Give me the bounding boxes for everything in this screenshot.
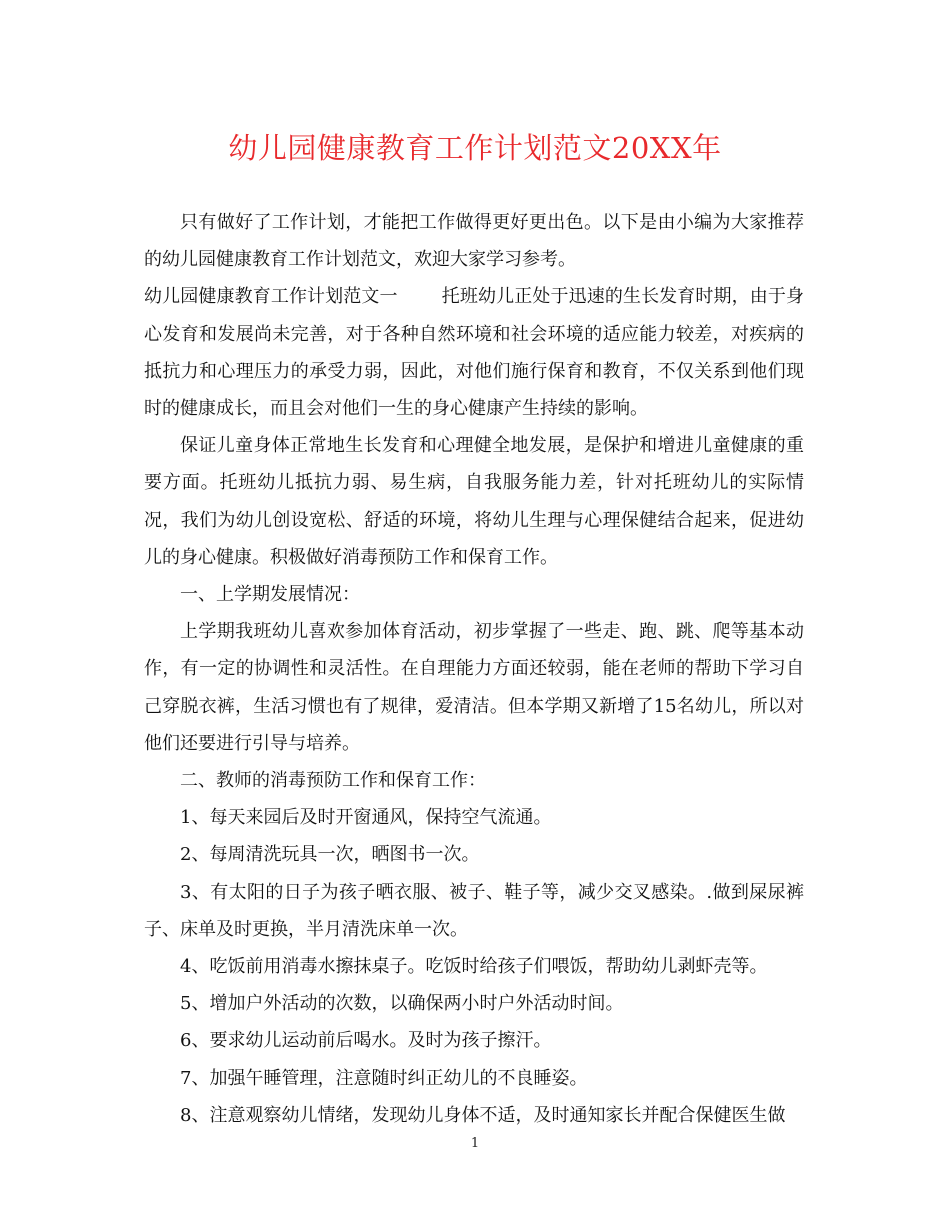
- document-body: [144, 204, 804, 1134]
- list-item: 8、注意观察幼儿情绪，发现幼儿身体不适，及时通知家长并配合保健医生做: [180, 1104, 786, 1126]
- heading-2: 二、教师的消毒预防工作和保育工作：: [180, 770, 486, 792]
- document-title: 幼儿园健康教育工作计划范文20XX年: [228, 131, 722, 165]
- list-item: 1、每天来园后及时开窗通风，保持空气流通。: [180, 807, 552, 829]
- section-heading: 幼儿园健康教育工作计划范文一: [144, 286, 398, 308]
- paragraph-3: 上学期我班幼儿喜欢参加体育活动，初步掌握了一些走、跑、跳、爬等基本动作，有一定的协调性和灵活性。在自理能力方面还较弱，能在老师的帮助下学习自己穿脱衣裤，生活习惯也有了规律，爱清洁。但本学期又新增了15名幼儿，所以对他们还要进行引导与培养。: [144, 621, 804, 754]
- list-item: 3、有太阳的日子为孩子晒衣服、被子、鞋子等，减少交叉感染。.做到屎尿裤子、床单及时更换，半月清洗床单一次。: [144, 881, 804, 940]
- list-item: 6、要求幼儿运动前后喝水。及时为孩子擦汗。: [180, 1030, 552, 1052]
- heading-1: 一、上学期发展情况：: [180, 584, 360, 606]
- paragraph-2: 保证儿童身体正常地生长发育和心理健全地发展，是保护和增进儿童健康的重要方面。托班幼儿抵抗力弱、易生病，自我服务能力差，针对托班幼儿的实际情况，我们为幼儿创设宽松、舒适的环境，将幼儿生理与心理保健结合起来，促进幼儿的身心健康。积极做好消毒预防工作和保育工作。: [144, 435, 804, 568]
- section-text: 托班幼儿正处于迅速的生长发育时期，由于身心发育和发展尚未完善，对于各种自然环境和社会环境的适应能力较差，对疾病的抵抗力和心理压力的承受力弱，因此，对他们施行保育和教育，不仅关系到他们现时的健康成长，而且会对他们一生的身心健康产生持续的影响。: [144, 286, 805, 420]
- list-item: 2、每周清洗玩具一次，晒图书一次。: [180, 844, 480, 866]
- intro-paragraph: 只有做好了工作计划，才能把工作做得更好更出色。以下是由小编为大家推荐的幼儿园健康教育工作计划范文，欢迎大家学习参考。: [144, 212, 804, 271]
- list-item: 5、增加户外活动的次数，以确保两小时户外活动时间。: [180, 993, 624, 1015]
- page-number: 1: [470, 1136, 480, 1151]
- section-paragraph: [144, 278, 804, 427]
- list-item: 4、吃饭前用消毒水擦抹桌子。吃饭时给孩子们喂饭，帮助幼儿剥虾壳等。: [180, 956, 768, 978]
- list-item: 7、加强午睡管理，注意随时纠正幼儿的不良睡姿。: [180, 1067, 588, 1089]
